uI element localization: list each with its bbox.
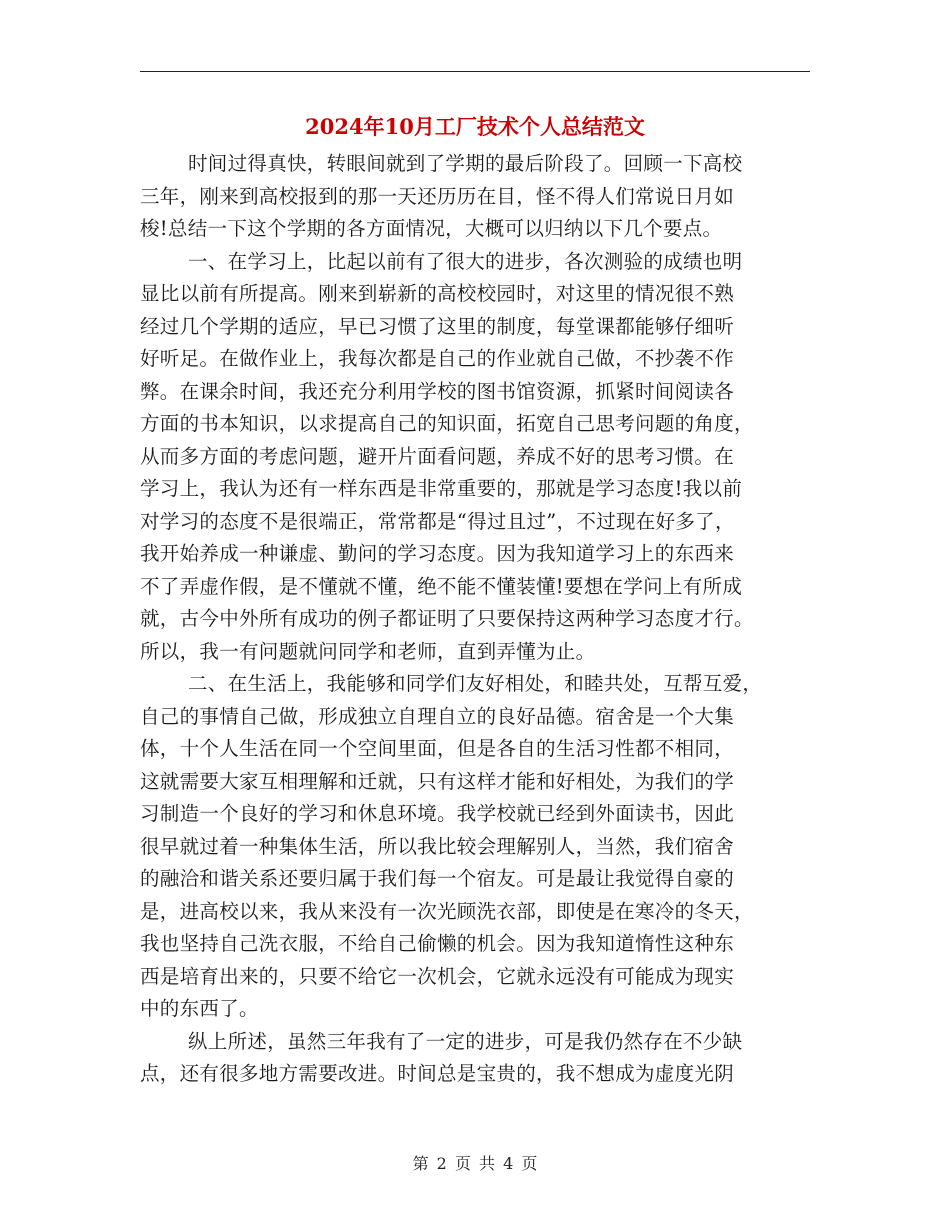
text-line: 就，古今中外所有成功的例子都证明了只要保持这两种学习态度才行。 — [140, 607, 754, 630]
text-line: 西是培育出来的，只要不给它一次机会，它就永远没有可能成为现实 — [140, 964, 735, 988]
text-line: 我开始养成一种谦虚、勤问的学习态度。因为我知道学习上的东西来 — [140, 542, 735, 565]
text-line: 我也坚持自己洗衣服，不给自己偷懒的机会。因为我知道惰性这种东 — [140, 932, 735, 955]
text-line: 方面的书本知识，以求提高自己的知识面，拓宽自己思考问题的角度， — [140, 412, 754, 435]
text-line: 不了弄虚作假，是不懂就不懂，绝不能不懂装懂!要想在学问上有所成 — [140, 574, 743, 598]
text-line: 纵上所述，虽然三年我有了一定的进步，可是我仍然存在不少缺 — [188, 1029, 743, 1053]
text-line: 很早就过着一种集体生活，所以我比较会理解别人，当然，我们宿舍 — [140, 834, 735, 858]
text-line: 三年，刚来到高校报到的那一天还历历在目，怪不得人们常说日月如 — [140, 184, 735, 208]
text-line: 所以，我一有问题就问同学和老师，直到弄懂为止。 — [140, 639, 596, 663]
text-line: 点，还有很多地方需要改进。时间总是宝贵的，我不想成为虚度光阴 — [140, 1062, 735, 1085]
paragraph-life — [140, 668, 810, 1026]
document-body — [140, 148, 810, 1091]
text-line: 学习上，我认为还有一样东西是非常重要的，那就是学习态度!我以前 — [140, 477, 743, 500]
text-line: 二、在生活上，我能够和同学们友好相处，和睦共处，互帮互爱， — [188, 672, 763, 695]
text-line: 好听足。在做作业上，我每次都是自己的作业就自己做，不抄袭不作 — [140, 347, 735, 370]
text-line: 一、在学习上，比起以前有了很大的进步，各次测验的成绩也明 — [188, 249, 743, 273]
text-line: 自己的事情自己做，形成独立自理自立的良好品德。宿舍是一个大集 — [140, 704, 735, 728]
text-line: 中的东西了。 — [140, 997, 259, 1020]
text-line: 显比以前有所提高。刚来到崭新的高校校园时，对这里的情况很不熟 — [140, 282, 735, 305]
text-line: 的融洽和谐关系还要归属于我们每一个宿友。可是最让我觉得自豪的 — [140, 867, 735, 890]
text-line: 体，十个人生活在同一个空间里面，但是各自的生活习性都不相同， — [140, 737, 735, 760]
document-title: 2024年10月工厂技术个人总结范文 — [305, 114, 645, 139]
text-line: 这就需要大家互相理解和迁就，只有这样才能和好相处，为我们的学 — [140, 769, 735, 793]
text-line: 从而多方面的考虑问题，避开片面看问题，养成不好的思考习惯。在 — [140, 444, 735, 468]
text-line: 是，进高校以来，我从来没有一次光顾洗衣部，即使是在寒冷的冬天， — [140, 899, 754, 923]
text-line: 经过几个学期的适应，早已习惯了这里的制度，每堂课都能够仔细听 — [140, 314, 735, 338]
text-line: 弊。在课余时间，我还充分利用学校的图书馆资源，抓紧时间阅读各 — [140, 379, 735, 403]
paragraph-summary — [140, 1026, 810, 1091]
text-line: 梭!总结一下这个学期的各方面情况，大概可以归纳以下几个要点。 — [140, 217, 723, 240]
text-line: 对学习的态度不是很端正，常常都是“得过且过”，不过现在好多了， — [140, 509, 735, 533]
header-rule — [140, 71, 810, 72]
text-line: 习制造一个良好的学习和休息环境。我学校就已经到外面读书，因此 — [140, 802, 735, 825]
paragraph-intro — [140, 148, 810, 246]
paragraph-study — [140, 246, 810, 669]
page-number: 第 2 页 共 4 页 — [412, 1154, 538, 1173]
text-line: 时间过得真快，转眼间就到了学期的最后阶段了。回顾一下高校 — [188, 152, 743, 175]
